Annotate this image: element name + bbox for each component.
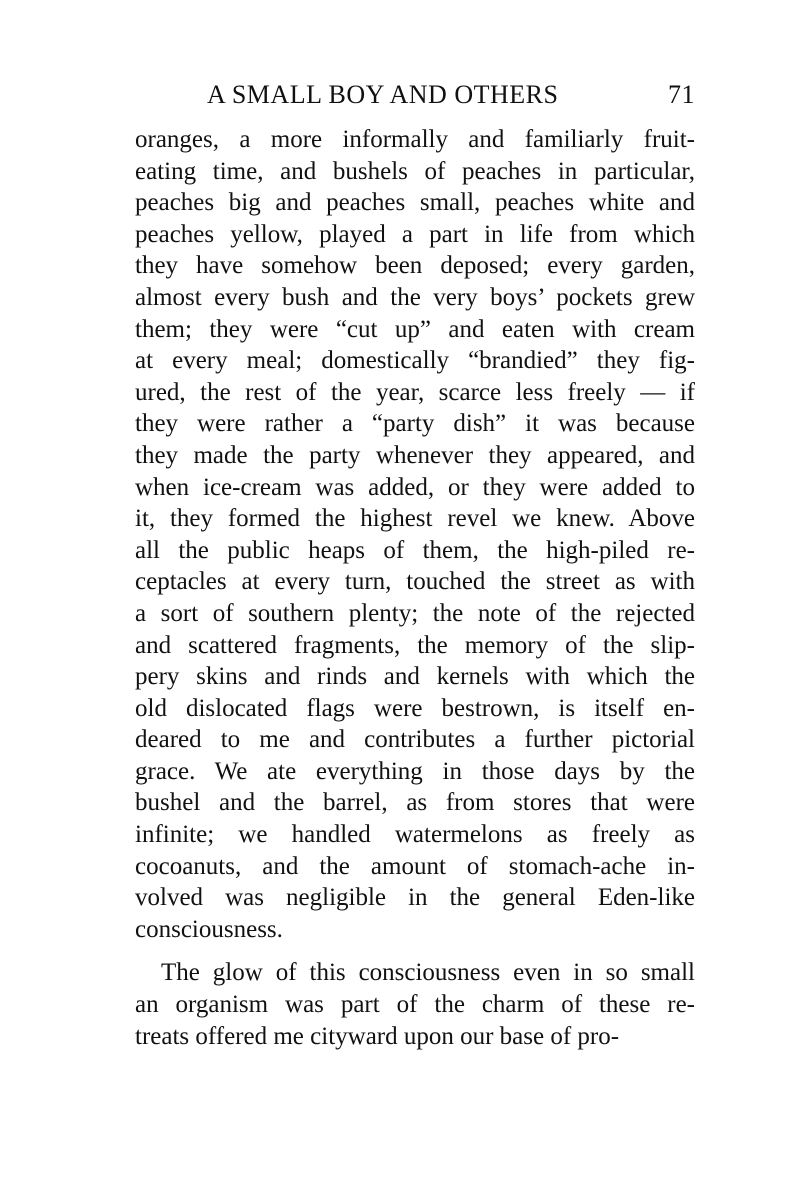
text-line: peaches yellow, played a part in life from which — [135, 220, 695, 248]
text-line: a sort of southern plenty; the note of the rejected — [135, 599, 695, 627]
text-line: they have somehow been deposed; every garden, — [135, 252, 695, 280]
text-line: infinite; we handled watermelons as freely as — [135, 821, 695, 849]
page-number: 71 — [668, 80, 695, 109]
text-line: bushel and the barrel, as from stores that were — [135, 789, 695, 817]
text-line: at every meal; domestically “brandied” they fig- — [135, 347, 695, 375]
text-line: all the public heaps of them, the high-piled re- — [135, 536, 695, 564]
text-line: pery skins and rinds and kernels with which the — [135, 663, 695, 691]
text-line: eating time, and bushels of peaches in particular, — [135, 157, 695, 185]
text-line: cocoanuts, and the amount of stomach-ache in- — [135, 852, 695, 880]
body-text — [135, 124, 695, 1052]
text-line: and scattered fragments, the memory of the slip- — [135, 631, 695, 659]
text-line: volved was negligible in the general Eden-like — [135, 884, 695, 912]
paragraph-2 — [135, 957, 695, 1052]
text-line: ceptacles at every turn, touched the street as with — [135, 568, 695, 596]
running-title: A SMALL BOY AND OTHERS — [207, 80, 559, 109]
text-line: consciousness. — [135, 915, 283, 943]
text-line: ured, the rest of the year, scarce less freely — if — [135, 378, 695, 406]
text-line: an organism was part of the charm of these re- — [135, 991, 695, 1019]
text-line: almost every bush and the very boys’ pockets grew — [135, 283, 695, 311]
text-line: them; they were “cut up” and eaten with cream — [135, 315, 695, 343]
page-header — [207, 80, 695, 114]
text-line: The glow of this consciousness even in so small — [161, 959, 695, 987]
text-line: they were rather a “party dish” it was because — [135, 410, 695, 438]
text-line: peaches big and peaches small, peaches white and — [135, 189, 695, 217]
text-line: grace. We ate everything in those days by the — [135, 757, 695, 785]
text-line: old dislocated flags were bestrown, is itself en- — [135, 694, 695, 722]
text-line: treats offered me cityward upon our base of pro- — [135, 1022, 620, 1050]
text-line: deared to me and contributes a further pictorial — [135, 726, 695, 754]
text-line: when ice-cream was added, or they were added to — [135, 473, 695, 501]
text-line: they made the party whenever they appeared, and — [135, 441, 695, 469]
paragraph-gap — [135, 945, 695, 957]
text-line: it, they formed the highest revel we knew. Above — [135, 505, 695, 533]
paragraph-1 — [135, 124, 695, 945]
text-line: oranges, a more informally and familiarly fruit- — [135, 126, 695, 153]
